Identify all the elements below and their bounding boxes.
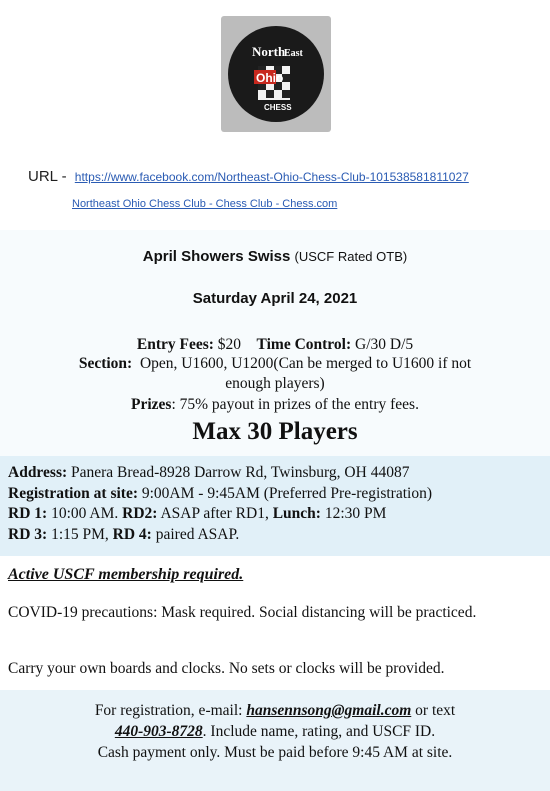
logo-ohio: Ohio (256, 71, 284, 85)
reg-prefix: For registration, e-mail: (94, 702, 243, 719)
lunch-value: 12:30 PM (324, 505, 387, 522)
covid-note: COVID-19 precautions: Mask required. Social distancing will be practiced. (8, 604, 477, 621)
phone-link[interactable]: 440-903-8728 (114, 723, 203, 740)
entry-time-line (0, 336, 550, 354)
rounds-line-2 (8, 526, 239, 544)
address-label: Address: (8, 464, 68, 481)
chesscom-link[interactable]: Northeast Ohio Chess Club - Chess Club - Chess.com (72, 198, 338, 210)
phone-line (0, 723, 550, 741)
prizes-line (0, 396, 550, 414)
rd4-value: paired ASAP. (155, 526, 240, 543)
section-line (0, 355, 550, 373)
address-line (8, 464, 409, 482)
logo-chess: CHESS (264, 103, 292, 112)
prizes-label: Prizes (131, 396, 172, 413)
rd3-label: RD 3: (8, 526, 48, 543)
event-date: Saturday April 24, 2021 (192, 290, 358, 307)
or-text: or text (415, 702, 456, 719)
logo-graphic (228, 26, 324, 122)
club-logo (221, 16, 331, 132)
equipment-note: Carry your own boards and clocks. No sets or clocks will be provided. (8, 660, 445, 677)
email-link[interactable]: hansennsong@gmail.com (246, 702, 412, 719)
registration-label: Registration at site: (8, 485, 138, 502)
include-text: . Include name, rating, and USCF ID. (202, 723, 436, 740)
entry-label: Entry Fees: (136, 336, 214, 353)
url-row (28, 168, 469, 185)
rd3-value: 1:15 PM, (51, 526, 109, 543)
section-label: Section: (78, 355, 133, 372)
registration-line (8, 485, 432, 503)
rd2-value: ASAP after RD1, (160, 505, 269, 522)
membership-note: Active USCF membership required. (8, 566, 244, 583)
section-continued: enough players) (225, 375, 325, 392)
lunch-label: Lunch: (272, 505, 321, 522)
rd1-value: 10:00 AM. (51, 505, 119, 522)
registration-value: 9:00AM - 9:45AM (Preferred Pre-registration) (141, 485, 432, 502)
rounds-line-1 (8, 505, 386, 523)
rd2-label: RD2: (122, 505, 158, 522)
rd1-label: RD 1: (8, 505, 48, 522)
prizes-value: : 75% payout in prizes of the entry fees. (171, 396, 419, 413)
url-label: URL - (28, 168, 67, 185)
facebook-link[interactable]: https://www.facebook.com/Northeast-Ohio-Chess-Club-101538581811027 (74, 170, 469, 184)
registration-contact-line (0, 702, 550, 720)
logo-east: East (284, 48, 303, 59)
event-title-text: April Showers Swiss (142, 248, 291, 265)
event-title (0, 248, 550, 265)
address-value: Panera Bread-8928 Darrow Rd, Twinsburg, OH 44087 (71, 464, 410, 481)
entry-value: $20 (217, 336, 242, 353)
cash-note: Cash payment only. Must be paid before 9:45 AM at site. (97, 744, 453, 761)
event-rated: (USCF Rated OTB) (294, 249, 408, 264)
time-value: G/30 D/5 (355, 336, 414, 353)
time-label: Time Control: (256, 336, 352, 353)
rd4-label: RD 4: (112, 526, 152, 543)
max-players: Max 30 Players (192, 418, 358, 445)
logo-emblem (228, 26, 324, 122)
logo-north: North (252, 44, 286, 59)
section-value: Open, U1600, U1200(Can be merged to U1600 if not (139, 355, 472, 372)
